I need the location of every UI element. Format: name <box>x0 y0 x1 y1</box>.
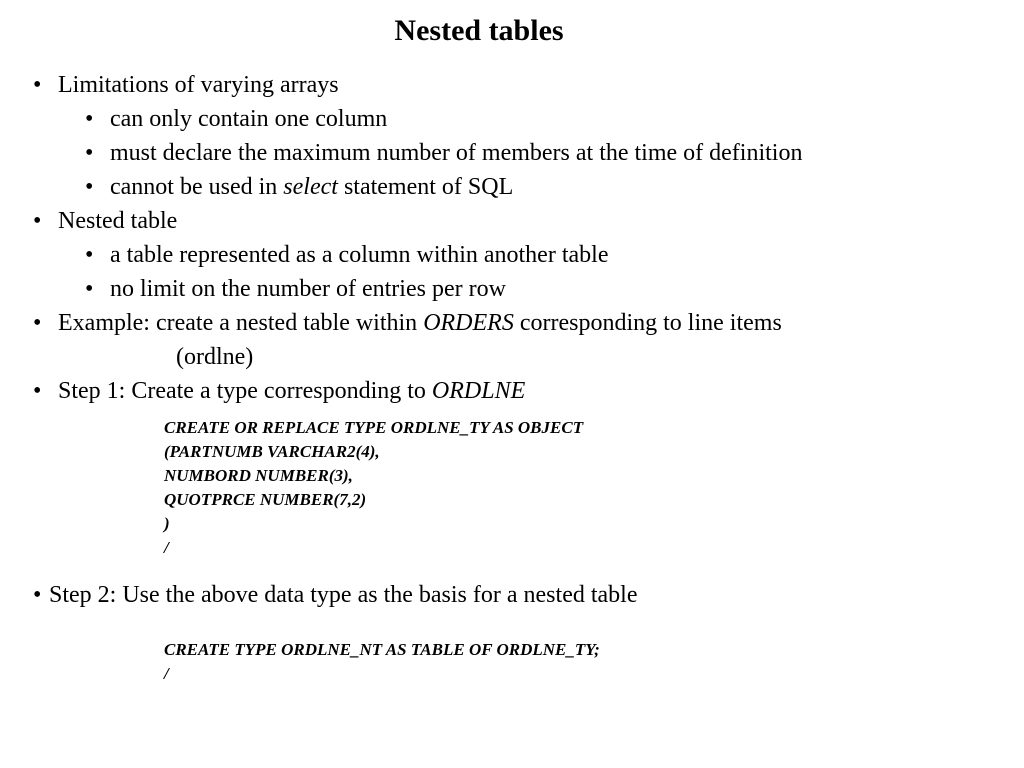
bullet-text: a table represented as a column within another table <box>110 242 609 268</box>
bullet-nested-table <box>33 206 177 236</box>
bullet-text-emphasis: ORDERS <box>423 310 514 336</box>
bullet-glyph: • <box>33 582 42 608</box>
code-line: NUMBORD NUMBER(3), <box>164 466 353 485</box>
bullet-text: Step 2: Use the above data type as the basis for a nested table <box>49 582 638 608</box>
bullet-glyph: • <box>85 140 94 166</box>
bullet-text: must declare the maximum number of members at the time of definition <box>110 140 803 166</box>
code-line: QUOTPRCE NUMBER(7,2) <box>164 490 367 509</box>
bullet-glyph: • <box>85 276 94 302</box>
bullet-text: no limit on the number of entries per row <box>110 276 506 302</box>
bullet-glyph: • <box>33 310 42 336</box>
sub-bullet-max-members <box>85 138 802 168</box>
code-line: ) <box>164 514 170 533</box>
code-block-create-type <box>164 416 583 560</box>
sub-bullet-no-limit <box>85 274 506 304</box>
bullet-example <box>33 308 782 338</box>
code-line: (PARTNUMB VARCHAR2(4), <box>164 442 380 461</box>
bullet-text-end: statement of SQL <box>337 174 514 200</box>
bullet-glyph: • <box>85 242 94 268</box>
bullet-text: Limitations of varying arrays <box>58 72 339 98</box>
code-block-create-nested-table <box>164 638 600 686</box>
bullet-text: Nested table <box>58 208 178 234</box>
bullet-glyph: • <box>85 106 94 132</box>
bullet-step-1 <box>33 376 525 406</box>
bullet-limitations <box>33 70 339 100</box>
sub-bullet-select <box>85 172 513 202</box>
bullet-text-start: cannot be used in <box>110 174 284 200</box>
code-line: / <box>164 538 169 557</box>
sub-bullet-table-as-column <box>85 240 608 270</box>
bullet-text-emphasis: select <box>283 174 338 200</box>
bullet-glyph: • <box>85 174 94 200</box>
bullet-text-emphasis: ORDLNE <box>431 378 526 404</box>
code-line: CREATE TYPE ORDLNE_NT AS TABLE OF ORDLNE_TY; <box>164 640 600 659</box>
code-line: / <box>164 664 169 683</box>
bullet-text: can only contain one column <box>110 106 388 132</box>
bullet-step-2 <box>33 580 637 610</box>
bullet-glyph: • <box>33 72 42 98</box>
bullet-glyph: • <box>33 208 42 234</box>
bullet-example-continuation: (ordlne) <box>176 344 254 370</box>
bullet-text-start: Step 1: Create a type corresponding to <box>58 378 432 404</box>
sub-bullet-one-column <box>85 104 387 134</box>
code-line: CREATE OR REPLACE TYPE ORDLNE_TY AS OBJECT <box>164 418 584 437</box>
bullet-text-start: Example: create a nested table within <box>58 310 424 336</box>
bullet-glyph: • <box>33 378 42 404</box>
slide-title: Nested tables <box>394 14 564 47</box>
bullet-text-end: corresponding to line items <box>513 310 782 336</box>
